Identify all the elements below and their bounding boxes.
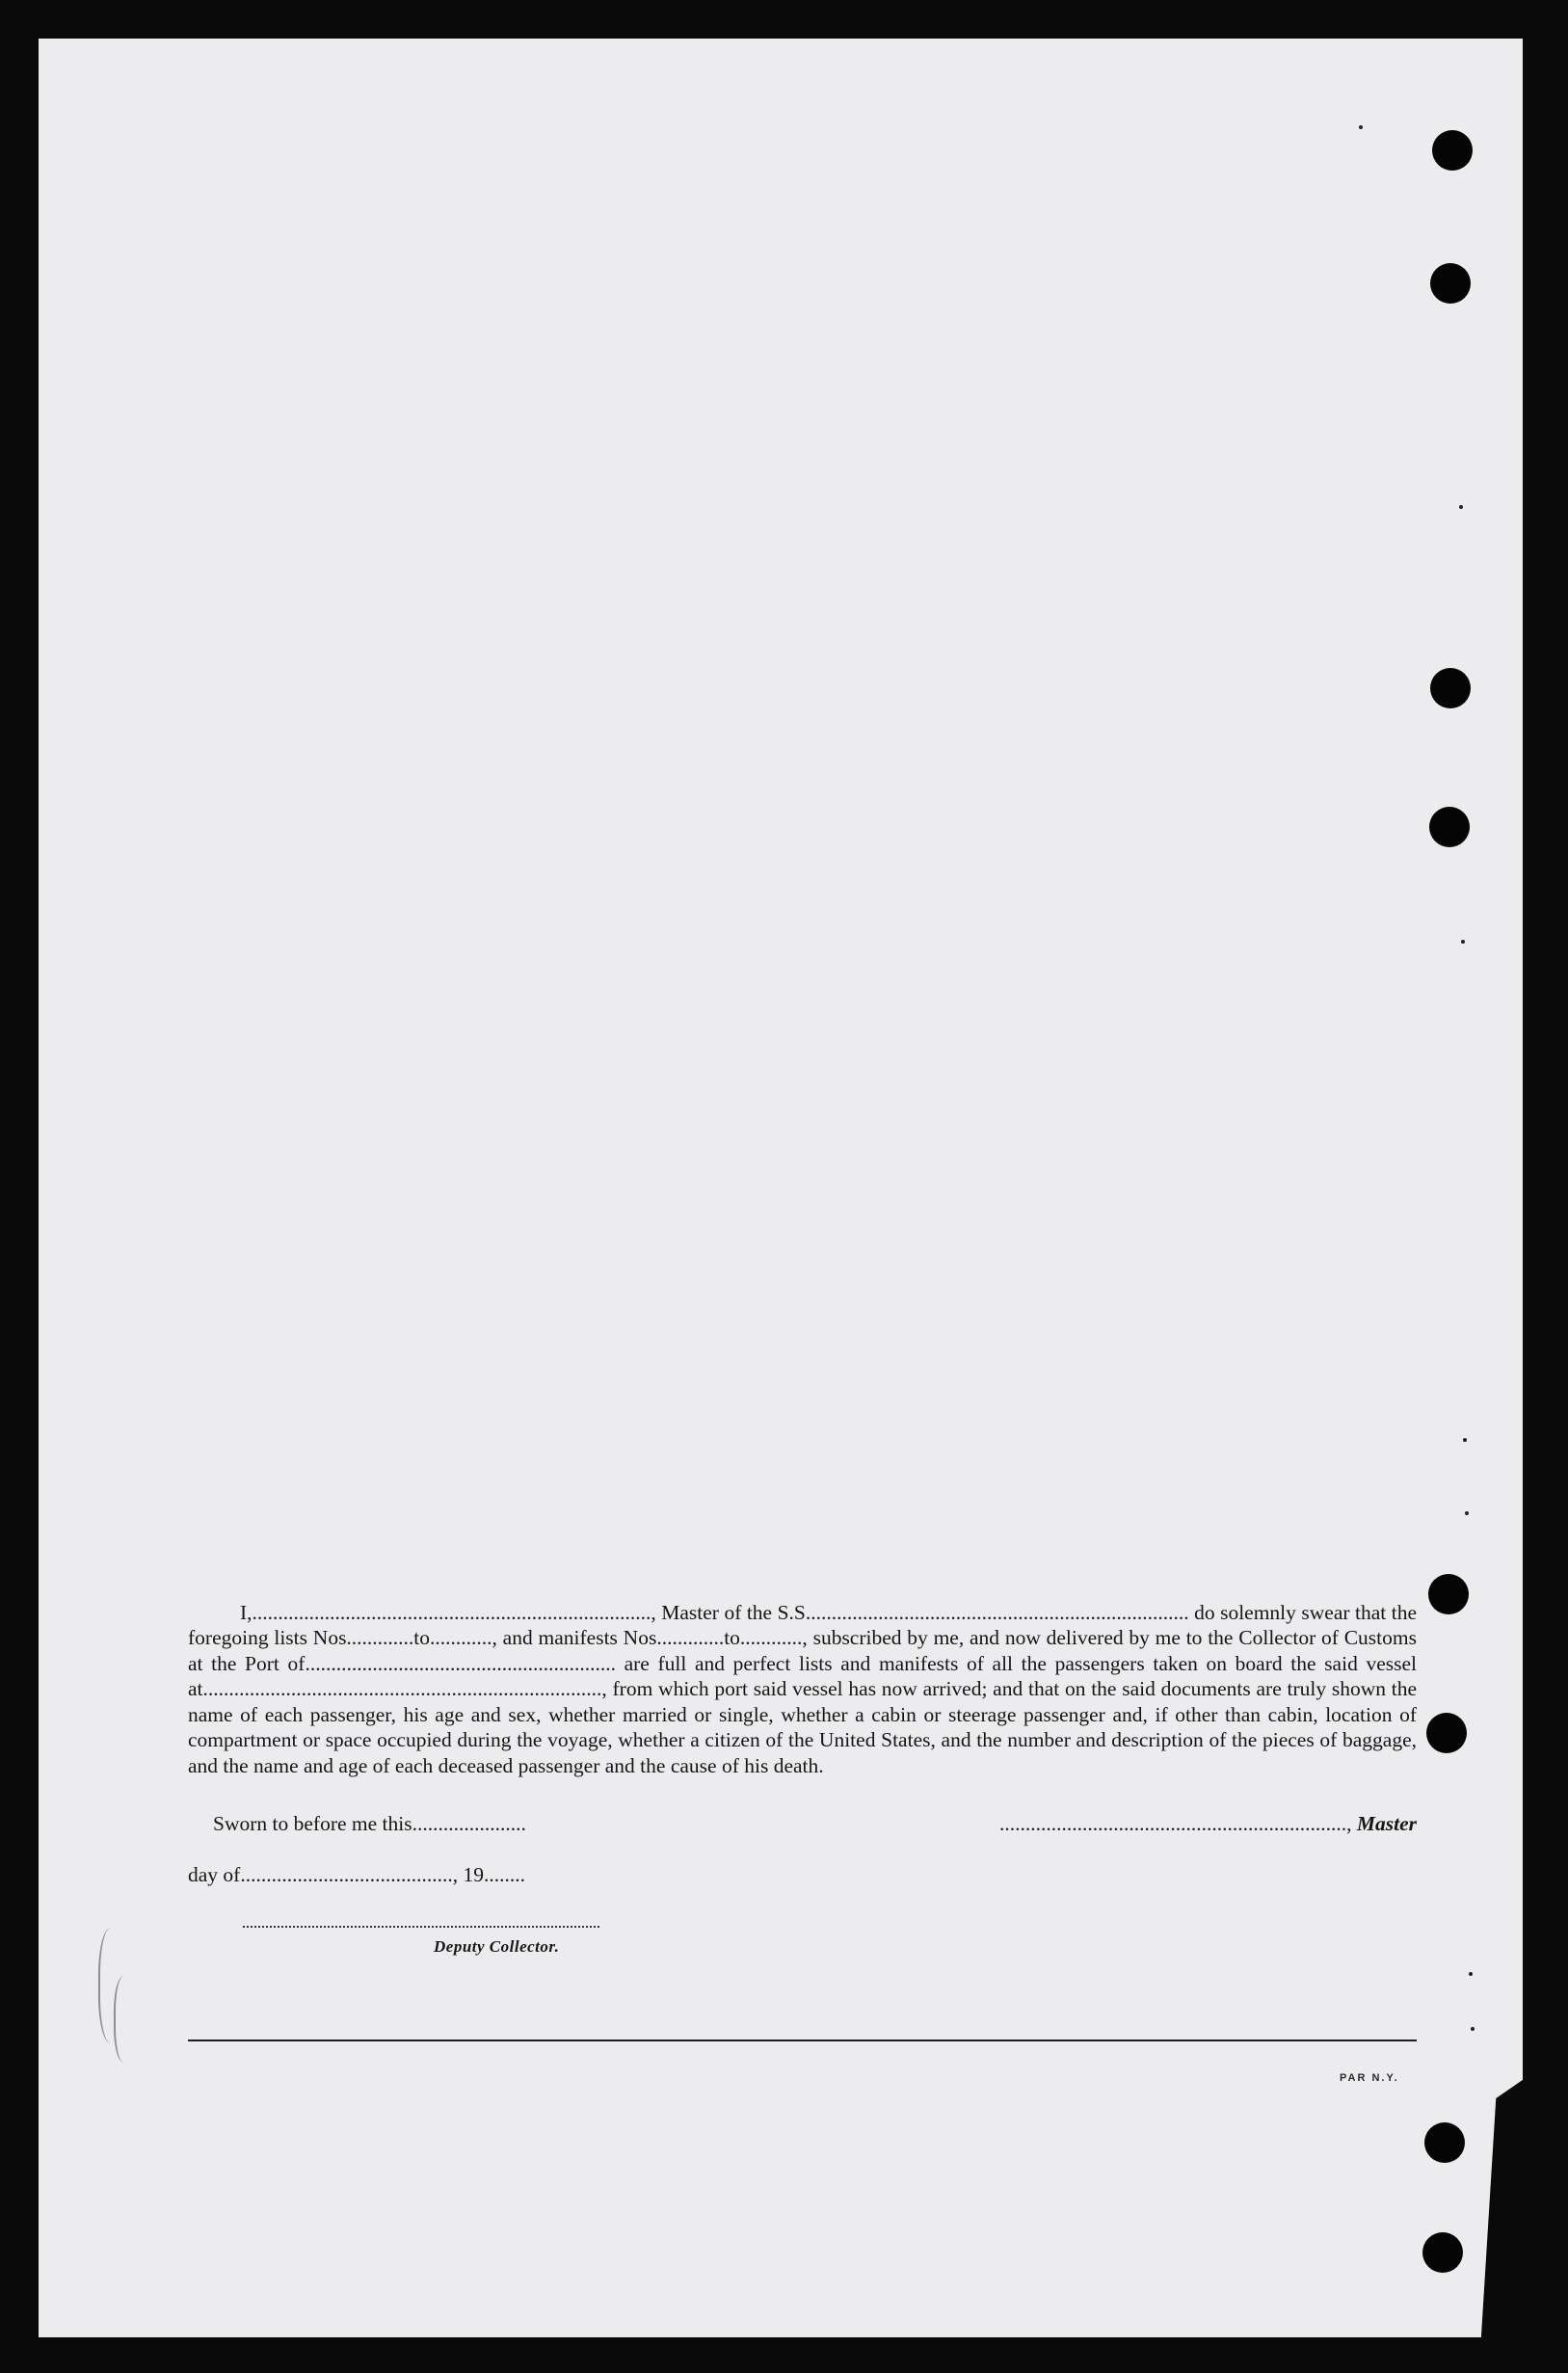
punch-hole bbox=[1424, 2122, 1465, 2163]
master-signature-line bbox=[916, 1812, 1417, 1836]
margin-smudge bbox=[114, 1976, 139, 2063]
scan-speck bbox=[1359, 125, 1363, 129]
scan-speck bbox=[1463, 1438, 1467, 1442]
printer-mark: PAR N.Y. bbox=[1340, 2072, 1399, 2084]
sworn-before-line: Sworn to before me this...................... bbox=[213, 1812, 526, 1835]
punch-hole bbox=[1429, 807, 1470, 847]
scan-speck bbox=[1471, 2027, 1475, 2031]
punch-hole bbox=[1432, 130, 1473, 171]
punch-hole bbox=[1422, 2232, 1463, 2273]
manifest-sheet bbox=[39, 39, 1523, 2337]
bottom-rule bbox=[188, 2040, 1417, 2041]
scan-speck bbox=[1469, 1972, 1473, 1976]
scan-speck bbox=[1465, 1511, 1469, 1515]
day-of-line: day of........................................., 19........ bbox=[188, 1863, 525, 1886]
punch-hole bbox=[1428, 1574, 1469, 1614]
scan-speck bbox=[1459, 505, 1463, 509]
punch-hole bbox=[1430, 263, 1471, 304]
deputy-collector-label: Deputy Collector. bbox=[434, 1937, 560, 1956]
punch-hole bbox=[1430, 668, 1471, 708]
master-oath-paragraph: I,............................................................................., Master of the S.S.......................................................................... do solemnly swear that the foregoing lists Nos.............to............, and manifests Nos.............to............, subscribed by me, and now delivered by me to the Collector of Customs at the Port of............................................................ are full and perfect lists and manifests of all the passengers taken on board the said vessel at............................................................................., from which port said vessel has now arrived; and that on the said documents are truly shown the name of each passenger, his age and sex, whether married or single, whether a cabin or steerage passenger and, if other than cabin, location of compartment or space occupied during the voyage, whether a citizen of the United States, and the number and description of the pieces of baggage, and the name and age of each deceased passenger and the cause of his death. bbox=[188, 1600, 1417, 1778]
deputy-collector-signature-line bbox=[243, 1926, 599, 1928]
punch-hole bbox=[1426, 1713, 1467, 1753]
scan-speck bbox=[1461, 940, 1465, 944]
master-label: Master bbox=[1356, 1812, 1417, 1835]
master-signature-dots: ..................................................................., bbox=[999, 1812, 1357, 1835]
